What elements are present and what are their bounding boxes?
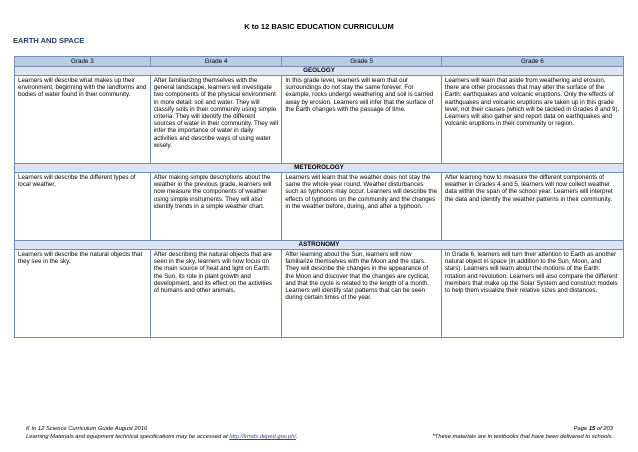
- footer-left: [26, 426, 298, 442]
- table-row: [15, 173, 624, 241]
- header-row: [15, 57, 624, 67]
- topic-label-geology: GEOLOGY: [15, 67, 624, 76]
- footer-right: [433, 426, 613, 442]
- cell-astronomy-grade-6: In Grade 6, learners will turn their attention to Earth as another natural object in space (in addition to the Sun, Moon, and stars). Learners will learn about the motions of the Earth: rotation and revolution. Learners will also compare the different members that make up the Solar System and construct models to help them visualize their relative sizes and distances.: [441, 250, 623, 338]
- footer-materials-end: .: [295, 433, 298, 440]
- topic-row-astronomy: [15, 241, 624, 250]
- footer-materials-text: Learning Materials and equipment technical specifications may be accessed at: [26, 433, 230, 440]
- footer-note: *These materials are in textbooks that have been delivered to schools.: [432, 433, 613, 440]
- page-indicator: [433, 426, 613, 434]
- page-number: 15: [588, 426, 596, 432]
- topic-label-astronomy: ASTRONOMY: [15, 241, 624, 250]
- lrmds-link[interactable]: http://lrmds.deped.gov.ph/: [229, 433, 296, 440]
- table-row: [15, 250, 624, 338]
- curriculum-table: [14, 56, 624, 338]
- document-title: K to 12 BASIC EDUCATION CURRICULUM: [244, 22, 394, 31]
- cell-geology-grade-6: Learners will learn that aside from weathering and erosion, there are other processes that may alter the surface of the Earth: earthquakes and volcanic eruptions. Only the effects of earthquakes and volcanic eruptions are taken up in this grade level, not their causes (which will be tackled in Grades 8 and 9). Learners will also gather and report data on earthquakes and volcanic eruptions in their community or region.: [441, 76, 623, 164]
- header-grade-5: Grade 5: [282, 57, 442, 67]
- cell-meteorology-grade-6: After learning how to measure the different components of weather in Grades 4 and 5, learners will now collect weather data within the span of the school year. Learners will interpret the data and identify the weather patterns in their community.: [441, 173, 623, 241]
- cell-meteorology-grade-4: After making simple descriptions about the weather in the previous grade, learners will now measure the components of weather using simple instruments. They will also identify trends in a simple weather chart.: [150, 173, 282, 241]
- table-row: [15, 76, 624, 164]
- topic-label-meteorology: METEOROLOGY: [15, 164, 624, 173]
- header-grade-3: Grade 3: [15, 57, 151, 67]
- page-label: Page: [573, 426, 589, 432]
- cell-astronomy-grade-3: Learners will describe the natural objects that they see in the sky.: [15, 250, 151, 338]
- cell-astronomy-grade-4: After describing the natural objects that are seen in the sky, learners will now focus on the main source of heat and light on Earth: the Sun, its role in plant growth and development, and its effect on the activities of humans and other animals.: [150, 250, 282, 338]
- topic-row-meteorology: [15, 164, 624, 173]
- cell-geology-grade-5: In this grade level, learners will learn that our surroundings do not stay the same forever. For example, rocks undergo weathering and soil is carried away by erosion. Learners will infer that the surface of the Earth changes with the passage of time.: [282, 76, 442, 164]
- page-total: of 203: [595, 426, 613, 432]
- cell-meteorology-grade-5: Learners will learn that the weather does not stay the same the whole year round. Weather disturbances such as typhoons may occur. Learners will describe the effects of typhoons on the community and the changes in the weather before, during, and after a typhoon.: [282, 173, 442, 241]
- footer-materials-line: [26, 434, 298, 442]
- header-grade-6: Grade 6: [441, 57, 623, 67]
- section-title: EARTH AND SPACE: [13, 36, 85, 45]
- cell-astronomy-grade-5: After learning about the Sun, learners will now familiarize themselves with the Moon and the stars. They will describe the changes in the appearance of the Moon and discover that the changes are cyclical, and that the cycle is related to the length of a month. Learners will identify star patterns that can be seen during certain times of the year.: [282, 250, 442, 338]
- cell-geology-grade-4: After familiarizing themselves with the general landscape, learners will investigate two components of the physical environment in more detail: soil and water. They will classify soils in their community using simple criteria. They will identify the different sources of water in their community. They will infer the importance of water in daily activities and describe ways of using water wisely.: [150, 76, 282, 164]
- cell-geology-grade-3: Learners will describe what makes up their environment, beginning with the landforms and bodies of water found in their community.: [15, 76, 151, 164]
- footer-guide-title: K to 12 Science Curriculum Guide August 2016: [26, 426, 148, 432]
- cell-meteorology-grade-3: Learners will describe the different types of local weather,: [15, 173, 151, 241]
- topic-row-geology: [15, 67, 624, 76]
- header-grade-4: Grade 4: [150, 57, 282, 67]
